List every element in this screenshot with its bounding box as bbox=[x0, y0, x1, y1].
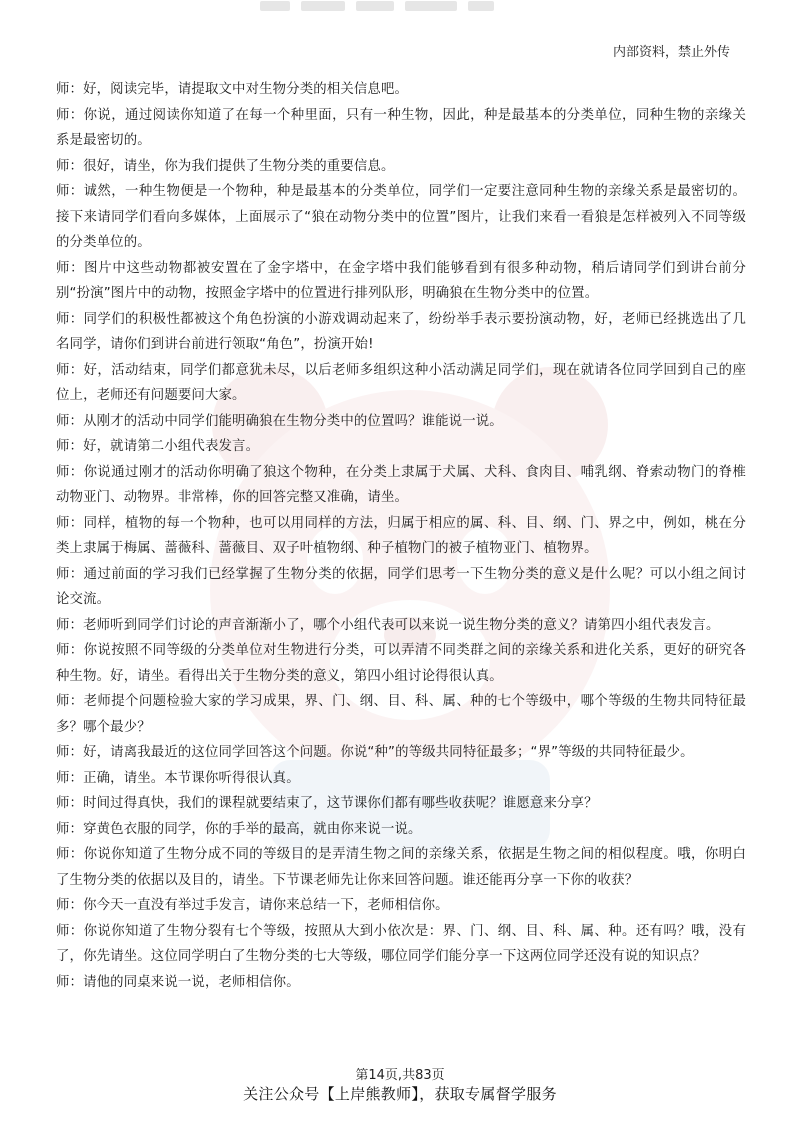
transcript-paragraph: 师：很好，请坐，你为我们提供了生物分类的重要信息。 bbox=[56, 158, 395, 174]
page-number: 第14页,共83页 bbox=[355, 1068, 445, 1083]
transcript-paragraph: 师：好，请离我最近的这位同学回答这个问题。你说“种”的等级共同特征最多；“界”等级的共同特征最少。 bbox=[56, 745, 694, 760]
transcript-paragraph: 师：通过前面的学习我们已经掌握了生物分类的依据，同学们思考一下生物分类的意义是什么呢？可以小组之间讨论交流。 bbox=[56, 566, 746, 607]
transcript-paragraph: 师：同样，植物的每一个物种，也可以用同样的方法，归属于相应的属、科、目、纲、门、界之中，例如，桃在分类上隶属于梅属、蔷薇科、蔷薇目、双子叶植物纲、种子植物门的被子植物亚门、植物界。 bbox=[56, 515, 746, 556]
transcript-paragraph: 师：好，就请第二小组代表发言。 bbox=[56, 439, 260, 454]
transcript-paragraph: 师：你说你知道了生物分成不同的等级目的是弄清生物之间的亲缘关系，依据是生物之间的相似程度。哦，你明白了生物分类的依据以及目的，请坐。下节课老师先让你来回答问题。谁还能再分享一下你的收获？ bbox=[56, 847, 746, 888]
faded-header-mark bbox=[468, 1, 494, 11]
transcript-paragraph: 师：同学们的积极性都被这个角色扮演的小游戏调动起来了，纷纷举手表示要扮演动物，好，老师已经挑选出了几名同学，请你们到讲台前进行领取“角色”，扮演开始! bbox=[56, 311, 746, 352]
transcript-paragraph: 师：你说你知道了生物分裂有七个等级，按照从大到小依次是：界、门、纲、目、科、属、种。还有吗？哦，没有了，你先请坐。这位同学明白了生物分类的七大等级，哪位同学们能分享一下这两位同学还没有说的知识点？ bbox=[56, 923, 746, 964]
cropped-page-header bbox=[260, 0, 550, 14]
transcript-paragraph: 师：穿黄色衣服的同学，你的手举的最高，就由你来说一说。 bbox=[56, 821, 422, 837]
transcript-paragraph: 师：好，阅读完毕，请提取文中对生物分类的相关信息吧。 bbox=[56, 82, 409, 97]
transcript-paragraph: 师：诚然，一种生物便是一个物种，种是最基本的分类单位，同学们一定要注意同种生物的亲缘关系是最密切的。接下来请同学们看向多媒体，上面展示了“狼在动物分类中的位置”图片，让我们来看一看狼是怎样被列入不同等级的分类单位的。 bbox=[56, 184, 746, 250]
promo-footer: 关注公众号【上岸熊教师】，获取专属督学服务 bbox=[243, 1085, 557, 1103]
transcript-paragraph: 师：从刚才的活动中同学们能明确狼在生物分类中的位置吗？谁能说一说。 bbox=[56, 413, 503, 429]
transcript-paragraph: 师：图片中这些动物都被安置在了金字塔中，在金字塔中我们能够看到有很多种动物，稍后请同学们到讲台前分别“扮演”图片中的动物，按照金字塔中的位置进行排列队形，明确狼在生物分类中的位置。 bbox=[56, 260, 746, 301]
transcript-paragraph: 师：老师听到同学们讨论的声音渐渐小了，哪个小组代表可以来说一说生物分类的意义？请第四小组代表发言。 bbox=[56, 617, 720, 633]
transcript-paragraph: 师：你今天一直没有举过手发言，请你来总结一下，老师相信你。 bbox=[56, 898, 449, 913]
transcript-paragraph: 师：正确，请坐。本节课你听得很认真。 bbox=[56, 770, 300, 786]
transcript-paragraph: 师：好，活动结束，同学们都意犹未尽，以后老师多组织这种小活动满足同学们，现在就请各位同学回到自己的座位上，老师还有问题要问大家。 bbox=[56, 362, 746, 403]
transcript-paragraph: 师：请他的同桌来说一说，老师相信你。 bbox=[56, 974, 300, 990]
confidential-note: 内部资料，禁止外传 bbox=[612, 45, 730, 60]
faded-header-mark bbox=[260, 1, 290, 11]
transcript-paragraph: 师：你说通过刚才的活动你明确了狼这个物种，在分类上隶属于犬属、犬科、食肉目、哺乳纲、脊索动物门的脊椎动物亚门、动物界。非常棒，你的回答完整又准确，请坐。 bbox=[56, 464, 746, 505]
transcript-paragraph: 师：老师提个问题检验大家的学习成果，界、门、纲、目、科、属、种的七个等级中，哪个等级的生物共同特征最多？哪个最少？ bbox=[56, 694, 746, 735]
transcript-paragraph: 师：你说按照不同等级的分类单位对生物进行分类，可以弄清不同类群之间的亲缘关系和进化关系，更好的研究各种生物。好，请坐。看得出关于生物分类的意义，第四小组讨论得很认真。 bbox=[56, 643, 746, 684]
transcript-paragraph: 师：时间过得真快，我们的课程就要结束了，这节课你们都有哪些收获呢？谁愿意来分享？ bbox=[56, 796, 598, 811]
faded-header-mark bbox=[405, 1, 457, 11]
faded-header-mark bbox=[301, 1, 345, 11]
lesson-transcript bbox=[56, 77, 746, 995]
transcript-paragraph: 师：你说，通过阅读你知道了在每一个种里面，只有一种生物，因此，种是最基本的分类单位，同种生物的亲缘关系是最密切的。 bbox=[56, 107, 746, 148]
faded-header-mark bbox=[356, 1, 394, 11]
